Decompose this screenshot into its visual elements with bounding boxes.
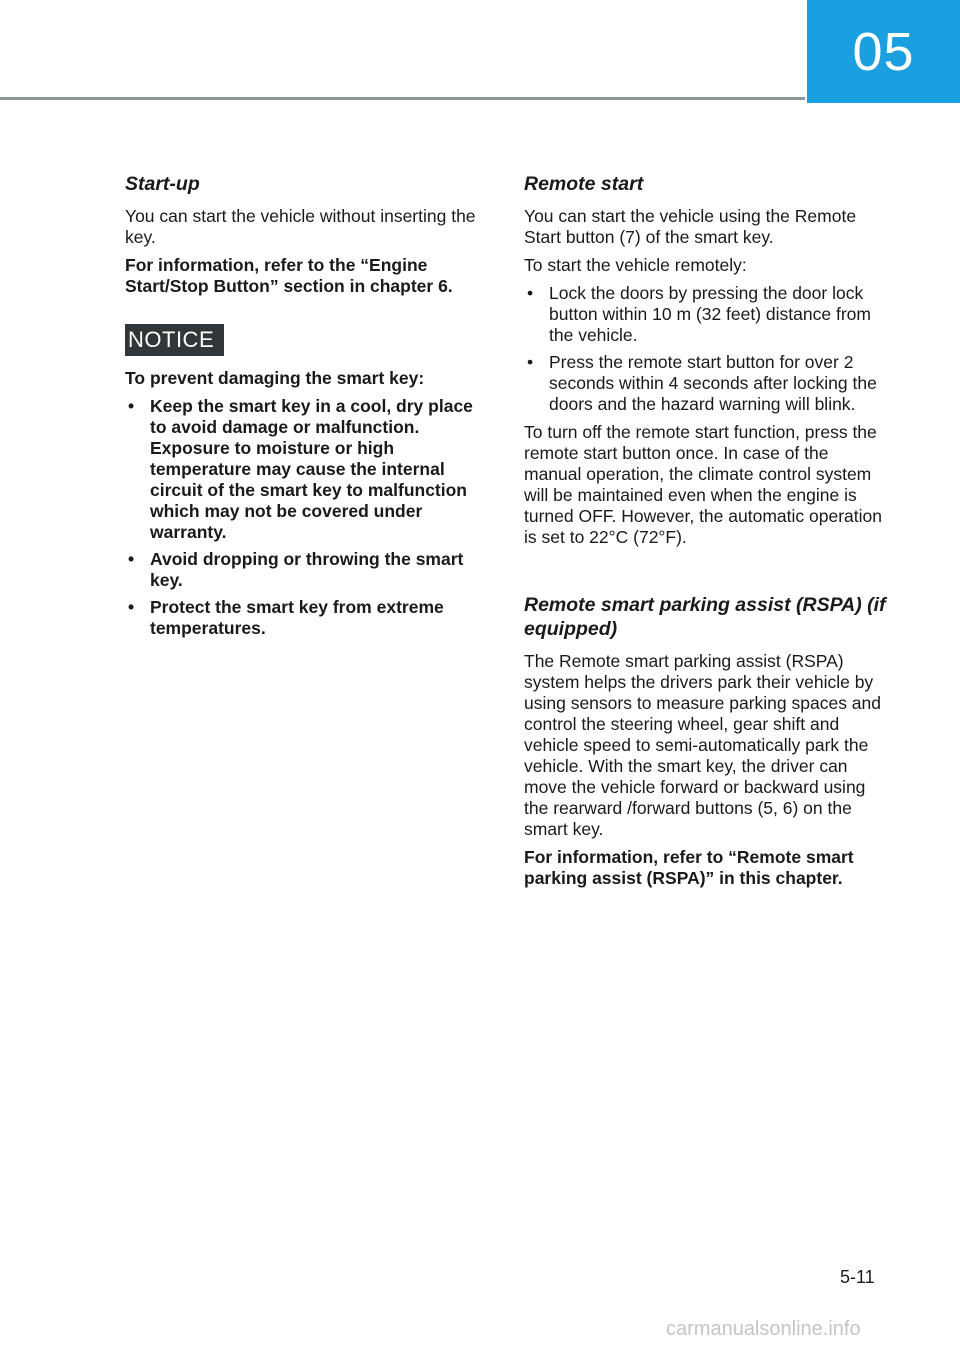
chapter-tab	[807, 0, 960, 103]
remote-start-paragraph: You can start the vehicle using the Remote Start button (7) of the smart key.	[524, 206, 857, 247]
startup-reference: For information, refer to the “Engine Start/Stop Button” section in chapter 6.	[125, 255, 453, 296]
bullet-icon: •	[128, 396, 135, 416]
notice-list	[125, 396, 490, 639]
notice-item: • Keep the smart key in a cool, dry place to avoid damage or malfunction. Exposure to moisture or high temperature may cause the internal circuit of the smart key to malfunction which may not be covered under warranty.	[128, 396, 473, 542]
left-column	[125, 172, 490, 646]
notice-item: • Protect the smart key from extreme temperatures.	[128, 597, 444, 638]
rspa-paragraph: The Remote smart parking assist (RSPA) system helps the drivers park their vehicle by using sensors to measure parking spaces and control the steering wheel, gear shift and vehicle speed to semi-automatically park the vehicle. With the smart key, the driver can move the vehicle forward or backward using the rearward /forward buttons (5, 6) on the smart key.	[524, 651, 882, 839]
bullet-icon: •	[527, 352, 534, 372]
startup-heading: Start-up	[125, 173, 200, 195]
chapter-number: 05	[852, 21, 915, 82]
bullet-icon: •	[128, 549, 135, 569]
page-number: 5-11	[840, 1267, 875, 1287]
bullet-icon: •	[128, 597, 135, 617]
bullet-icon: •	[527, 283, 534, 303]
right-column	[524, 172, 889, 896]
notice-intro: To prevent damaging the smart key:	[125, 368, 425, 388]
notice-badge: NOTICE	[125, 324, 224, 356]
remote-off-paragraph: To turn off the remote start function, press the remote start button once. In case of the manual operation, the climate control system will be maintained even when the engine is turned OFF. However, the automatic operation is set to 22°C (72°F).	[524, 422, 882, 547]
rspa-reference: For information, refer to “Remote smart parking assist (RSPA)” in this chapter.	[524, 847, 854, 888]
remote-steps-list	[524, 283, 889, 415]
watermark: carmanualsonline.info	[666, 1318, 861, 1340]
remote-steps-intro: To start the vehicle remotely:	[524, 255, 747, 275]
startup-paragraph: You can start the vehicle without inserting the key.	[125, 206, 476, 247]
remote-step: • Lock the doors by pressing the door lock button within 10 m (32 feet) distance from the vehicle.	[527, 283, 871, 345]
rspa-heading: Remote smart parking assist (RSPA) (if equipped)	[524, 594, 886, 640]
notice-item: • Avoid dropping or throwing the smart key.	[128, 549, 464, 590]
remote-step: • Press the remote start button for over 2 seconds within 4 seconds after locking the doors and the hazard warning will blink.	[527, 352, 877, 414]
section-gap	[524, 555, 889, 593]
remote-start-heading: Remote start	[524, 173, 644, 195]
header-rule	[0, 97, 805, 100]
